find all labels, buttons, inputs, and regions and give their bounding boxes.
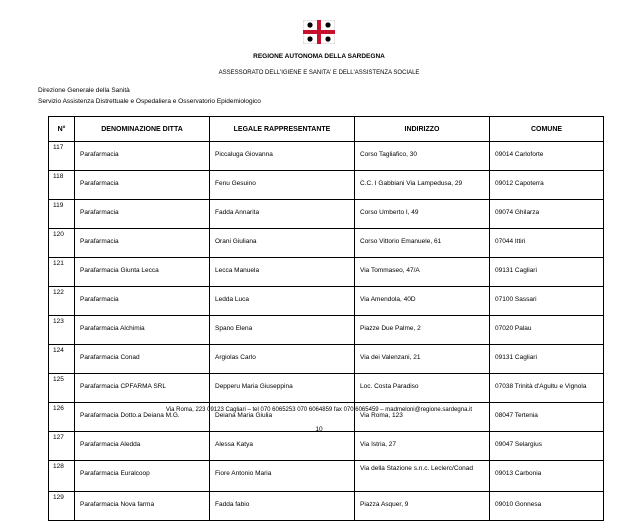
sardinia-flag-icon <box>303 20 335 44</box>
row-number: 124 <box>49 345 75 374</box>
address: Via Istria, 27 <box>355 432 490 461</box>
table-row <box>49 229 604 258</box>
column-header-company: DENOMINAZIONE DITTA <box>75 117 210 142</box>
address: Piazza Asquer, 9 <box>355 492 490 521</box>
municipality: 09131 Cagliari <box>490 345 604 374</box>
municipality: 07038 Trinità d'Agultu e Vignola <box>490 374 604 403</box>
company-name: Parafarmacia Alchimia <box>75 316 210 345</box>
company-name: Parafarmacia Conad <box>75 345 210 374</box>
address: Via della Stazione s.n.c. Leclerc/Conad <box>355 461 490 492</box>
row-number: 121 <box>49 258 75 287</box>
row-number: 122 <box>49 287 75 316</box>
table-row <box>49 345 604 374</box>
municipality: 09014 Carloforte <box>490 142 604 171</box>
table-row <box>49 374 604 403</box>
row-number: 117 <box>49 142 75 171</box>
table-row <box>49 316 604 345</box>
legal-representative: Alessa Katya <box>210 432 355 461</box>
company-name: Parafarmacia Nova farma <box>75 492 210 521</box>
legal-representative: Lecca Manuela <box>210 258 355 287</box>
company-name: Parafarmacia Euralcoop <box>75 461 210 492</box>
municipality: 09013 Carbonia <box>490 461 604 492</box>
service-name: Servizio Assistenza Distrettuale e Ospedaliera e Osservatorio Epidemiologico <box>38 98 261 105</box>
company-name: Parafarmacia <box>75 142 210 171</box>
address: Corso Tagliafico, 30 <box>355 142 490 171</box>
legal-representative: Fadda Annarita <box>210 200 355 229</box>
row-number: 127 <box>49 432 75 461</box>
column-header-representative: LEGALE RAPPRESENTANTE <box>210 117 355 142</box>
company-name: Parafarmacia <box>75 200 210 229</box>
page-number: 10 <box>315 426 323 433</box>
row-number: 125 <box>49 374 75 403</box>
address: Piazze Due Palme, 2 <box>355 316 490 345</box>
table-header-row <box>49 117 604 142</box>
address: C.C. I Gabbiani Via Lampedusa, 29 <box>355 171 490 200</box>
legal-representative: Argiolas Carlo <box>210 345 355 374</box>
row-number: 126 <box>49 403 75 432</box>
column-header-municipality: COMUNE <box>490 117 604 142</box>
municipality: 09012 Capoterra <box>490 171 604 200</box>
row-number: 128 <box>49 461 75 492</box>
company-name: Parafarmacia Dotto.a Deiana M.G. <box>75 403 210 432</box>
table-row <box>49 492 604 521</box>
municipality: 09010 Gonnesa <box>490 492 604 521</box>
department-name: Direzione Generale della Sanità <box>38 87 130 94</box>
company-name: Parafarmacia <box>75 229 210 258</box>
municipality: 08047 Tertenia <box>490 403 604 432</box>
legal-representative: Fadda fabio <box>210 492 355 521</box>
legal-representative: Spano Elena <box>210 316 355 345</box>
table-row <box>49 171 604 200</box>
table-row <box>49 258 604 287</box>
table-row <box>49 432 604 461</box>
legal-representative: Orani Giuliana <box>210 229 355 258</box>
table-row <box>49 142 604 171</box>
company-name: Parafarmacia Giunta Lecca <box>75 258 210 287</box>
legal-representative: Piccaluga Giovanna <box>210 142 355 171</box>
address: Corso Vittorio Emanuele, 61 <box>355 229 490 258</box>
address: Via dei Valenzani, 21 <box>355 345 490 374</box>
table-row <box>49 287 604 316</box>
legal-representative: Depperu Maria Giuseppina <box>210 374 355 403</box>
municipality: 09047 Selargius <box>490 432 604 461</box>
region-title: REGIONE AUTONOMA DELLA SARDEGNA <box>253 53 385 60</box>
company-name: Parafarmacia Aledda <box>75 432 210 461</box>
company-name: Parafarmacia <box>75 287 210 316</box>
address: Via Roma, 123 <box>355 403 490 432</box>
municipality: 09131 Cagliari <box>490 258 604 287</box>
row-number: 118 <box>49 171 75 200</box>
legal-representative: Fenu Gesuino <box>210 171 355 200</box>
row-number: 120 <box>49 229 75 258</box>
municipality: 09074 Ghilarza <box>490 200 604 229</box>
municipality: 07020 Palau <box>490 316 604 345</box>
column-header-number: N° <box>49 117 75 142</box>
legal-representative: Ledda Luca <box>210 287 355 316</box>
table-row <box>49 200 604 229</box>
assessorato-subtitle: ASSESSORATO DELL'IGIENE E SANITA' E DELL'ASSISTENZA SOCIALE <box>218 70 420 76</box>
footer-contact: Via Roma, 223 09123 Cagliari – tel 070 6065253 070 6064859 fax 070 6065459 – madmeloni@regione.sardegna.it <box>165 407 473 413</box>
municipality: 07100 Sassari <box>490 287 604 316</box>
address: Corso Umberto I, 49 <box>355 200 490 229</box>
row-number: 129 <box>49 492 75 521</box>
address: Loc. Costa Paradiso <box>355 374 490 403</box>
municipality: 07044 Ittiri <box>490 229 604 258</box>
company-name: Parafarmacia CPFARMA SRL <box>75 374 210 403</box>
address: Via Amendola, 40D <box>355 287 490 316</box>
parafarmacie-table <box>48 116 604 521</box>
legal-representative: Deiana Maria Giulia <box>210 403 355 432</box>
row-number: 123 <box>49 316 75 345</box>
row-number: 119 <box>49 200 75 229</box>
column-header-address: INDIRIZZO <box>355 117 490 142</box>
company-name: Parafarmacia <box>75 171 210 200</box>
legal-representative: Fiore Antonio Maria <box>210 461 355 492</box>
table-row <box>49 461 604 492</box>
address: Via Tommaseo, 47/A <box>355 258 490 287</box>
